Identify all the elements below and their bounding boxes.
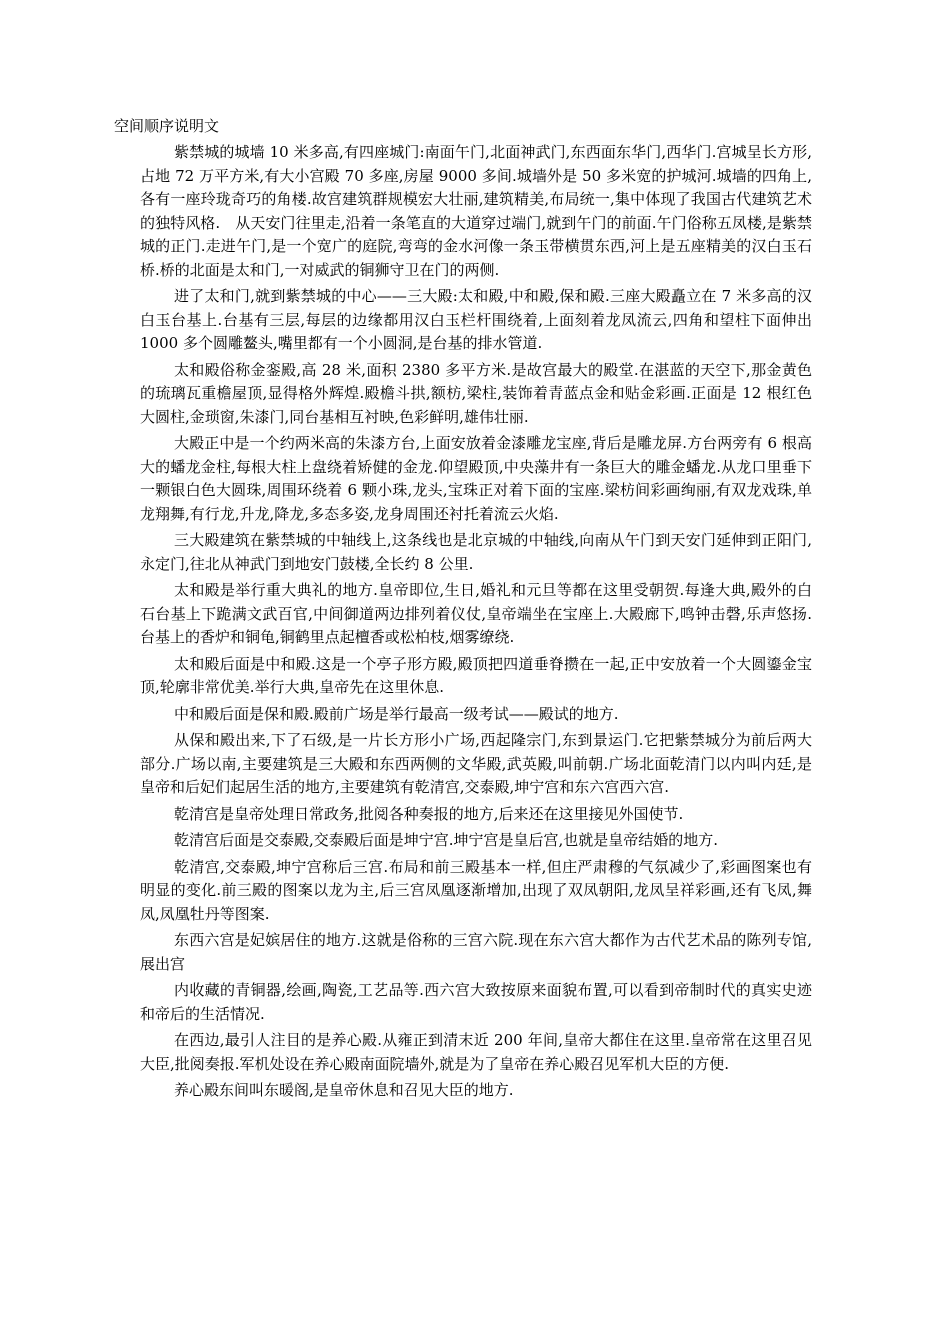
paragraph: 乾清宫后面是交泰殿,交泰殿后面是坤宁宫.坤宁宫是皇后宫,也就是皇帝结婚的地方. [174,831,719,849]
paragraph: 乾清宫,交泰殿,坤宁宫称后三宫.布局和前三殿基本一样,但庄严肃穆的气氛减少了,彩画图案也有明显的变化.前三殿的图案以龙为主,后三宫凤凰逐渐增加,出现了双凤朝阳,龙凤呈祥彩画,还有飞凤,舞凤,凤凰牡丹等图案. [140,857,812,923]
paragraph: 三大殿建筑在紫禁城的中轴线上,这条线也是北京城的中轴线,向南从午门到天安门延伸到正阳门,永定门,往北从神武门到地安门鼓楼,全长约 8 公里. [140,531,812,573]
paragraph: 大殿正中是一个约两米高的朱漆方台,上面安放着金漆雕龙宝座,背后是雕龙屏.方台两旁有 6 根高大的蟠龙金柱,每根大柱上盘绕着矫健的金龙.仰望殿顶,中央藻井有一条巨大的雕金蟠龙.从龙口里垂下一颗银白色大圆珠,周围环绕着 6 颗小珠,龙头,宝珠正对着下面的宝座.梁枋间彩画绚丽,有双龙戏珠,单龙翔舞,有行龙,升龙,降龙,多态多姿,龙身周围还衬托着流云火焰. [140,434,812,523]
document-body [140,141,812,1106]
paragraph: 内收藏的青铜器,绘画,陶瓷,工艺品等.西六宫大致按原来面貌布置,可以看到帝制时代的真实史迹和帝后的生活情况. [140,981,812,1023]
paragraph: 太和殿俗称金銮殿,高 28 米,面积 2380 多平方米.是故宫最大的殿堂.在湛蓝的天空下,那金黄色的琉璃瓦重檐屋顶,显得格外辉煌.殿檐斗拱,额枋,梁柱,装饰着青蓝点金和贴金彩画.正面是 12 根红色大圆柱,金琐窗,朱漆门,同台基相互衬映,色彩鲜明,雄伟壮丽. [140,360,812,426]
paragraph: 从保和殿出来,下了石级,是一片长方形小广场,西起隆宗门,东到景运门.它把紫禁城分为前后两大部分.广场以南,主要建筑是三大殿和东西两侧的文华殿,武英殿,叫前朝.广场北面乾清门以内叫内廷,是皇帝和后妃们起居生活的地方,主要建筑有乾清宫,交泰殿,坤宁宫和东六宫西六宫. [140,731,812,796]
paragraph: 中和殿后面是保和殿.殿前广场是举行最高一级考试——殿试的地方. [174,704,619,723]
paragraph: 养心殿东间叫东暖阁,是皇帝休息和召见大臣的地方. [174,1081,514,1099]
document-title: 空间顺序说明文 [114,117,220,135]
paragraph: 乾清宫是皇帝处理日常政务,批阅各种奏报的地方,后来还在这里接见外国使节. [174,804,684,823]
paragraph: 在西边,最引人注目的是养心殿.从雍正到清末近 200 年间,皇帝大都住在这里.皇帝常在这里召见大臣,批阅奏报.军机处设在养心殿南面院墙外,就是为了皇帝在养心殿召见军机大臣的方便. [140,1031,812,1073]
paragraph: 紫禁城的城墙 10 米多高,有四座城门:南面午门,北面神武门,东西面东华门,西华门.宫城呈长方形,占地 72 万平方米,有大小宫殿 70 多座,房屋 9000 多间.城墙外是 50 多米宽的护城河.城墙的四角上,各有一座玲珑奇巧的角楼.故宫建筑群规模宏大壮丽,建筑精美,布局统一,集中体现了我国古代建筑艺术的独特风格. 从天安门往里走,沿着一条笔直的大道穿过端门,就到午门的前面.午门俗称五凤楼,是紫禁城的正门.走进午门,是一个宽广的庭院,弯弯的金水河像一条玉带横贯东西,河上是五座精美的汉白玉石桥.桥的北面是太和门,一对威武的铜狮守卫在门的两侧. [140,143,812,279]
paragraph: 太和殿后面是中和殿.这是一个亭子形方殿,殿顶把四道垂脊攒在一起,正中安放着一个大圆鎏金宝顶,轮廓非常优美.举行大典,皇帝先在这里休息. [140,654,812,696]
paragraph: 太和殿是举行重大典礼的地方.皇帝即位,生日,婚礼和元旦等都在这里受朝贺.每逢大典,殿外的白石台基上下跪满文武百官,中间御道两边排列着仪仗,皇帝端坐在宝座上.大殿廊下,鸣钟击磬,乐声悠扬.台基上的香炉和铜龟,铜鹤里点起檀香或松柏枝,烟雾缭绕. [140,581,812,646]
paragraph: 东西六宫是妃嫔居住的地方.这就是俗称的三宫六院.现在东六宫大都作为古代艺术品的陈列专馆,展出宫 [140,931,812,973]
paragraph: 进了太和门,就到紫禁城的中心——三大殿:太和殿,中和殿,保和殿.三座大殿矗立在 7 米多高的汉白玉台基上.台基有三层,每层的边缘都用汉白玉栏杆围绕着,上面刻着龙凤流云,四角和望柱下面伸出 1000 多个圆雕鳌头,嘴里都有一个小圆洞,是台基的排水管道. [140,287,812,352]
